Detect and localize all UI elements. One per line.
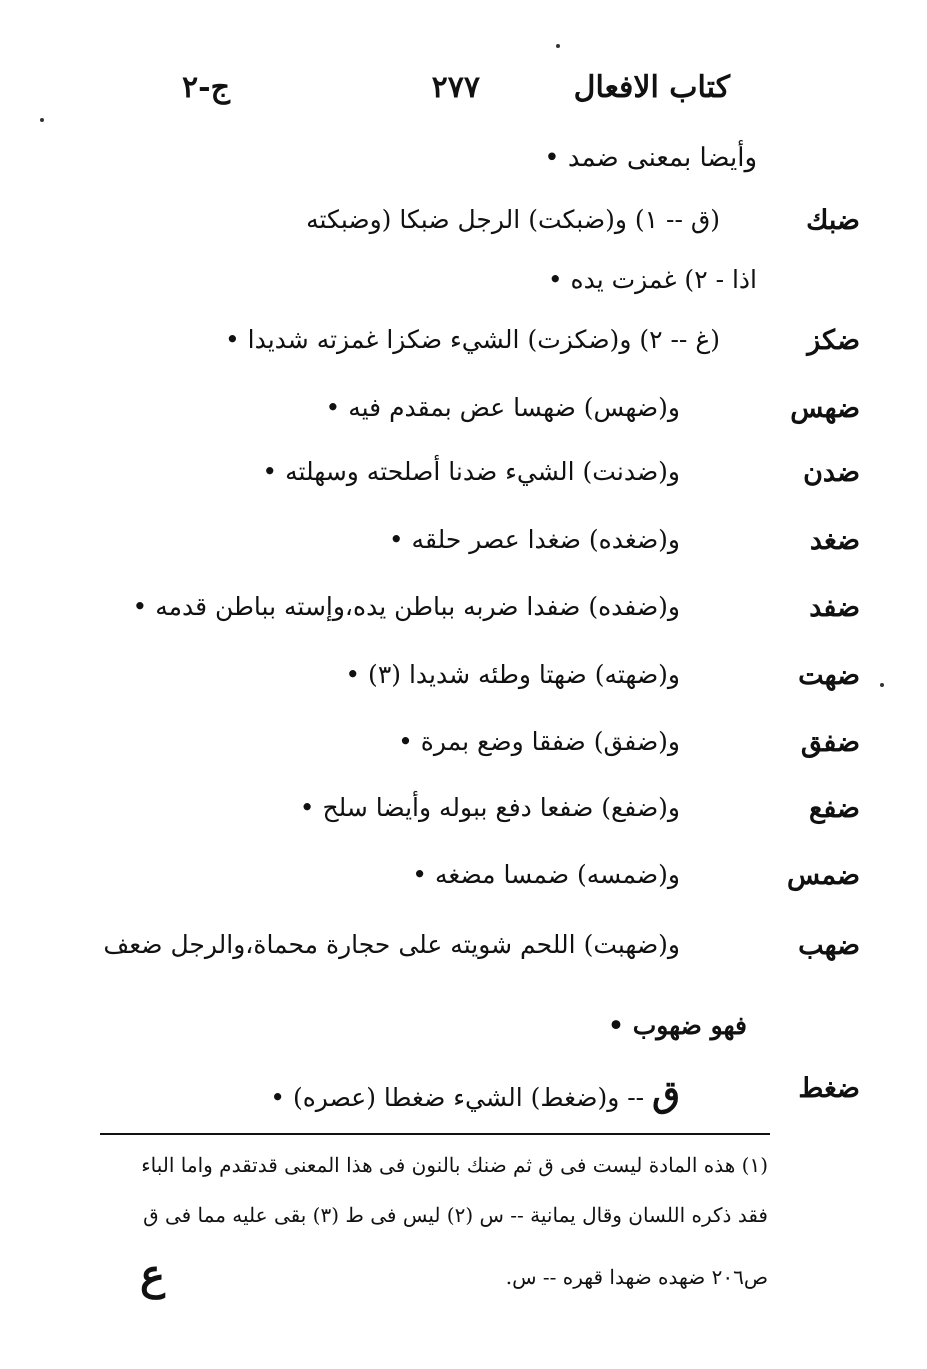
entry-headword: ضبك: [806, 205, 860, 236]
entry-row: [100, 325, 860, 371]
entry-definition: و(ضهبت) اللحم شويته على حجارة محماة،والرجل ضعف: [103, 930, 680, 959]
entry-row: [100, 393, 860, 439]
entry-definition: و(ضمسه) ضمسا مضغه •: [412, 860, 680, 889]
entry-headword: ضفق: [800, 727, 860, 758]
entry-row: [100, 930, 860, 976]
entry-row: [100, 727, 860, 773]
entry-row: [100, 525, 860, 571]
entry-row: [100, 793, 860, 839]
entry-row: [100, 205, 860, 251]
entry-definition: و(ضفع) ضفعا دفع ببوله وأيضا سلح •: [299, 793, 680, 822]
entry-headword: ضهب: [798, 930, 860, 961]
entry-definition-body: -- و(ضغط) الشيء ضغطا (عصره) •: [270, 1083, 645, 1112]
entry-definition: [270, 1073, 680, 1115]
intro-line: وأيضا بمعنى ضمد •: [544, 143, 757, 173]
entry-definition: (ق -- ١) و(ضبكت) الرجل ضبكا (وضبكته: [306, 205, 720, 234]
entry-definition: (غ -- ٢) و(ضكزت) الشيء ضكزا غمزته شديدا •: [224, 325, 720, 354]
entry-continuation: فهو ضهوب •: [608, 1011, 747, 1040]
entry-headword: ضفع: [809, 793, 860, 824]
entry-headword: ضغد: [809, 525, 860, 556]
entry-continuation: اذا - ٢) غمزت يده •: [547, 265, 757, 294]
entry-definition: و(ضغده) ضغدا عصر حلقه •: [388, 525, 680, 554]
entry-headword: ضغط: [798, 1073, 860, 1104]
speck: [556, 44, 560, 48]
book-title: كتاب الافعال: [573, 70, 730, 105]
footnote-line: فقد ذكره اللسان وقال يمانية -- س (٢) ليس فى ط (٣) بقى عليه مما فى ق: [143, 1203, 768, 1227]
entry-headword: ضمس: [787, 860, 860, 891]
signature-mark: ع: [140, 1250, 166, 1299]
entry-row: [100, 592, 860, 638]
entry-headword: ضهت: [798, 660, 860, 691]
footnote-line: ص٢٠٦ ضهده ضهدا قهره -- س.: [505, 1265, 768, 1289]
footnote-divider: [100, 1133, 770, 1135]
entry-headword: ضدن: [803, 457, 860, 488]
page-header: [150, 70, 750, 120]
entry-definition: و(ضهس) ضهسا عض بمقدم فيه •: [325, 393, 680, 422]
page-number: ٢٧٧: [431, 70, 480, 105]
entry-headword: ضفد: [809, 592, 860, 623]
entry-row: [100, 1073, 860, 1119]
entry-definition: و(ضفده) ضفدا ضربه بباطن يده،وإسته بباطن قدمه •: [132, 592, 680, 621]
entry-definition: و(ضهته) ضهتا وطئه شديدا (٣) •: [345, 660, 680, 689]
entry-definition: و(ضفق) ضفقا وضع بمرة •: [398, 727, 680, 756]
entry-row: [100, 860, 860, 906]
entry-headword: ضكز: [807, 325, 860, 356]
speck: [880, 683, 884, 687]
entry-row: [100, 660, 860, 706]
speck: [40, 118, 44, 122]
qaf-marker: ق: [652, 1073, 680, 1115]
entry-row: [100, 457, 860, 503]
volume-label: ج-٢: [182, 70, 230, 105]
entry-headword: ضهس: [790, 393, 860, 424]
entry-definition: و(ضدنت) الشيء ضدنا أصلحته وسهلته •: [262, 457, 680, 486]
footnote-line: (١) هذه المادة ليست فى ق ثم ضنك بالنون فى هذا المعنى قدتقدم واما الباء: [141, 1153, 768, 1177]
